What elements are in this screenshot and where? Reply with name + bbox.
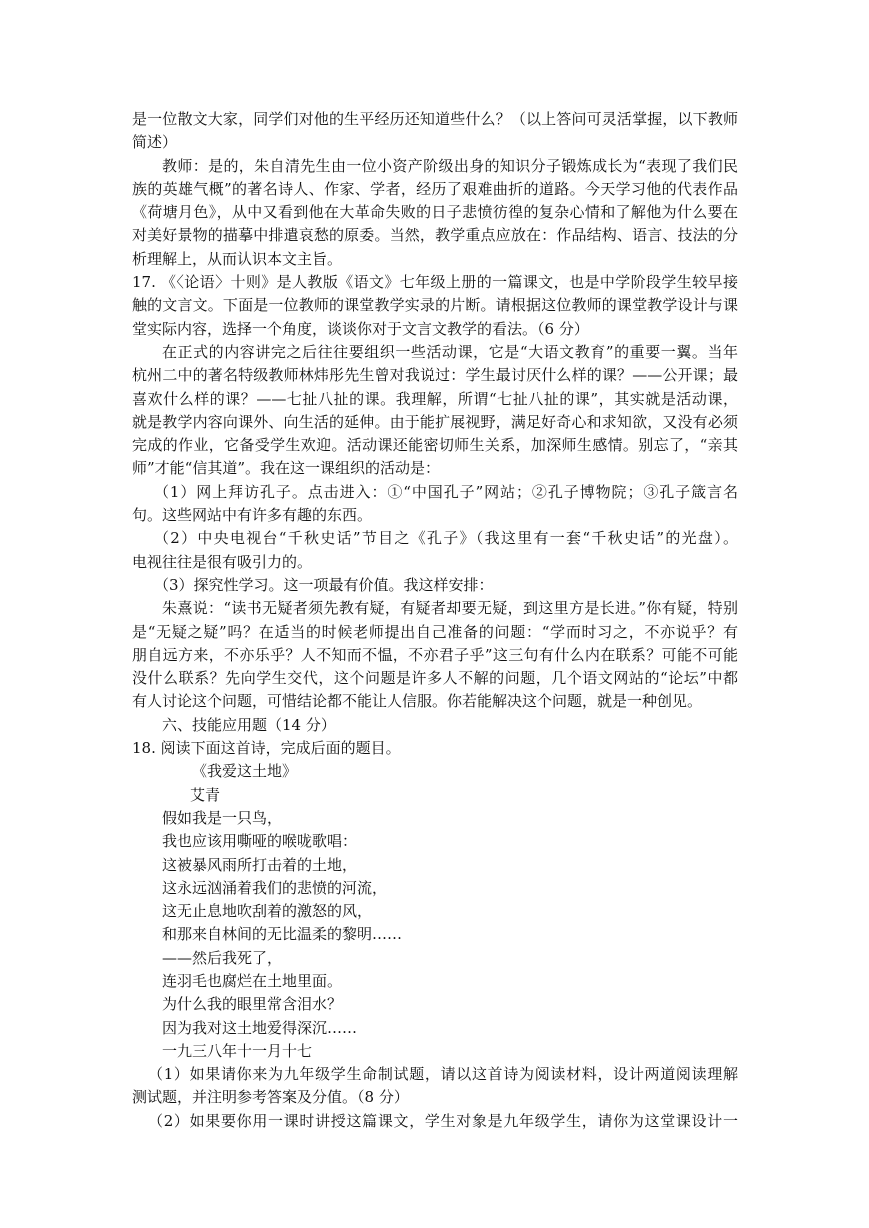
text-line: 电视往往是很有吸引力的。 (132, 552, 313, 571)
section-six-heading: 六、技能应用题（14 分） (162, 715, 336, 734)
text-line: 没什么联系？先向学生交代，这个问题是许多人不解的问题，几个语文网站的“论坛”中都 (132, 669, 738, 688)
text-line: 就是教学内容向课外、向生活的延伸。由于能扩展视野，满足好奇心和求知欲，又没有必须 (132, 412, 738, 431)
poem-date: 一九三八年十一月十七 (162, 1041, 313, 1060)
text-line: 师”才能“信其道”。我在这一课组织的活动是： (132, 459, 441, 478)
question-17-heading: 17. 《〈论语〉十则》是人教版《语文》七年级上册的一篇课文，也是中学阶段学生较早接 (132, 273, 738, 292)
poem-line: 假如我是一只鸟， (162, 808, 283, 827)
poem-line: ——然后我死了， (162, 948, 283, 967)
text-line: 堂实际内容，选择一个角度，谈谈你对于文言文教学的看法。（6 分） (132, 319, 589, 338)
text-line: 在正式的内容讲完之后往往要组织一些活动课，它是“大语文教育”的重要一翼。当年 (162, 342, 738, 361)
activity-item-3: （3）探究性学习。这一项最有价值。我这样安排： (154, 575, 494, 594)
text-line: 测试题，并注明参考答案及分值。（8 分） (132, 1088, 409, 1107)
text-line: 对美好景物的描摹中排遣哀愁的原委。当然，教学重点应放在：作品结构、语言、技法的分 (132, 226, 738, 245)
poem-author: 艾青 (190, 785, 221, 804)
text-line: 完成的作业，它备受学生欢迎。活动课还能密切师生关系，加深师生感情。别忘了，“亲其 (132, 436, 738, 455)
activity-item-2: （2）中央电视台“千秋史话”节目之《孔子》（我这里有一套“千秋史话”的光盘）。 (154, 529, 738, 548)
text-line: 喜欢什么样的课？——七扯八扯的课。我理解，所谓“七扯八扯的课”，其实就是活动课， (132, 389, 738, 408)
question-18-part-1: （1）如果请你来为九年级学生命制试题，请以这首诗为阅读材料，设计两道阅读理解 (148, 1065, 738, 1084)
text-line: 朱熹说：“读书无疑者须先教有疑，有疑者却要无疑，到这里方是长进。”你有疑，特别 (162, 599, 738, 618)
text-line: 朋自远方来，不亦乐乎？人不知而不愠，不亦君子乎”这三句有什么内在联系？可能不可能 (132, 645, 738, 664)
text-line: 是“无疑之疑”吗？在适当的时候老师提出自己准备的问题：“学而时习之，不亦说乎？有 (132, 622, 738, 641)
poem-line: 和那来自林间的无比温柔的黎明…… (162, 925, 403, 944)
poem-line: 因为我对这土地爱得深沉…… (162, 1018, 358, 1037)
poem-line: 这无止息地吹刮着的激怒的风， (162, 902, 373, 921)
poem-line: 连羽毛也腐烂在土地里面。 (162, 971, 343, 990)
text-line: 是一位散文大家，同学们对他的生平经历还知道些什么？（以上答问可灵活掌握，以下教师 (132, 110, 738, 128)
poem-line: 这永远汹涌着我们的悲愤的河流， (162, 878, 388, 897)
activity-item-1: （1）网上拜访孔子。点击进入：①“中国孔子”网站；②孔子博物院；③孔子箴言名 (154, 482, 738, 501)
text-line: 族的英雄气概”的著名诗人、作家、学者，经历了艰难曲折的道路。今天学习他的代表作品 (132, 179, 738, 198)
text-line: 简述） (132, 133, 178, 152)
text-line: 有人讨论这个问题，可惜结论都不能让人信服。你若能解决这个问题，就是一种创见。 (132, 692, 703, 711)
text-line: 析理解上，从而认识本文主旨。 (132, 249, 343, 268)
text-line: 句。这些网站中有许多有趣的东西。 (132, 506, 373, 525)
text-line: 触的文言文。下面是一位教师的课堂教学实录的片断。请根据这位教师的课堂教学设计与课 (132, 296, 738, 315)
document-body (132, 108, 738, 1133)
poem-line: 为什么我的眼里常含泪水？ (162, 995, 343, 1014)
poem-title: 《我爱这土地》 (192, 762, 298, 781)
text-line: 教师：是的，朱自清先生由一位小资产阶级出身的知识分子锻炼成长为“表现了我们民 (162, 156, 738, 175)
poem-line: 我也应该用嘶哑的喉咙歌唱： (162, 832, 358, 851)
text-line: 《荷塘月色》，从中又看到他在大革命失败的日子悲愤彷徨的复杂心情和了解他为什么要在 (132, 203, 738, 222)
text-line: 杭州二中的著名特级教师林炜彤先生曾对我说过：学生最讨厌什么样的课？——公开课；最 (132, 366, 738, 385)
poem-line: 这被暴风雨所打击着的土地， (162, 855, 358, 874)
question-18-part-2: （2）如果要你用一课时讲授这篇课文，学生对象是九年级学生，请你为这堂课设计一 (148, 1111, 738, 1130)
question-18-heading: 18. 阅读下面这首诗，完成后面的题目。 (132, 739, 401, 758)
